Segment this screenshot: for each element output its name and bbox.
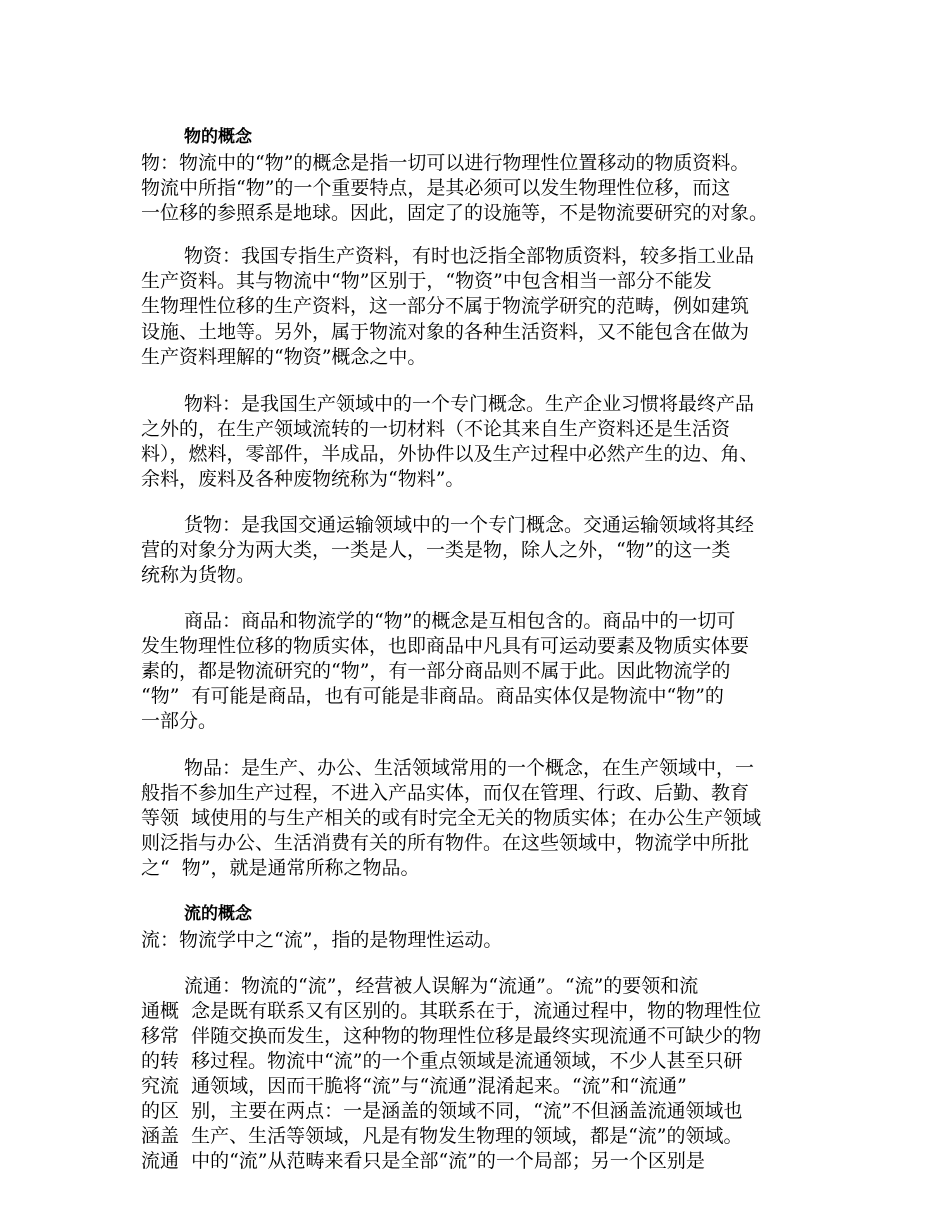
paragraph-line: 发生物理性位移的物质实体，也即商品中凡具有可运动要素及物质实体要 — [141, 635, 750, 657]
paragraph-line: 流通：物流的“流”，经营被人误解为“流通”。“流”的要领和流 — [184, 975, 699, 997]
section-heading-wu: 物的概念 — [184, 127, 252, 147]
paragraph-line: 物料：是我国生产领域中的一个专门概念。生产企业习惯将最终产品 — [184, 393, 755, 415]
paragraph-line: 余料，废料及各种废物统称为“物料”。 — [141, 468, 465, 490]
paragraph-line: 商品：商品和物流学的“物”的概念是互相包含的。商品中的一切可 — [184, 610, 736, 632]
paragraph-line: 一位移的参照系是地球。因此，固定了的设施等，不是物流要研究的对象。 — [141, 202, 769, 224]
paragraph-line: 究流 通领域，因而干脆将“流”与“流通”混淆起来。“流”和“流通” — [141, 1075, 687, 1097]
paragraph-line: 物：物流中的“物”的概念是指一切可以进行物理性位置移动的物质资料。 — [141, 152, 750, 174]
paragraph-line: 生物理性位移的生产资料，这一部分不属于物流学研究的范畴，例如建筑 — [141, 295, 750, 317]
paragraph-line: 流：物流学中之“流”，指的是物理性运动。 — [141, 929, 503, 951]
paragraph-line: 流通 中的“流”从范畴来看只是全部“流”的一个局部；另一个区别是 — [141, 1150, 705, 1172]
paragraph-line: 的转 移过程。物流中“流”的一个重点领域是流通领域，不少人甚至只研 — [141, 1050, 743, 1072]
paragraph-line: 生产资料。其与物流中“物”区别于，“物资”中包含相当一部分不能发 — [141, 270, 712, 292]
paragraph-line: 涵盖 生产、生活等领域，凡是有物发生物理的领域，都是“流”的领域。 — [141, 1125, 743, 1147]
paragraph-line: 物资：我国专指生产资料，有时也泛指全部物质资料，较多指工业品 — [184, 245, 755, 267]
paragraph-line: 一部分。 — [141, 710, 218, 732]
paragraph-line: 设施、土地等。另外，属于物流对象的各种生活资料，又不能包含在做为 — [141, 321, 750, 343]
paragraph-line: 通概 念是既有联系又有区别的。其联系在于，流通过程中，物的物理性位 — [141, 1000, 762, 1022]
paragraph-line: 素的，都是物流研究的“物”，有一部分商品则不属于此。因此物流学的 — [141, 660, 731, 682]
paragraph-line: 的区 别，主要在两点：一是涵盖的领域不同，“流”不但涵盖流通领域也 — [141, 1100, 743, 1122]
paragraph-line: 则泛指与办公、生活消费有关的所有物件。在这些领域中，物流学中所批 — [141, 832, 750, 854]
paragraph-line: 营的对象分为两大类，一类是人，一类是物，除人之外，“物”的这一类 — [141, 539, 731, 561]
section-heading-liu: 流的概念 — [184, 904, 252, 924]
paragraph-line: 之外的，在生产领域流转的一切材料（不论其来自生产资料还是生活资 — [141, 418, 731, 440]
paragraph-line: “物” 有可能是商品，也有可能是非商品。商品实体仅是物流中“物”的 — [141, 685, 724, 707]
paragraph-line: 之“ 物”，就是通常所称之物品。 — [141, 857, 420, 879]
paragraph-line: 生产资料理解的“物资”概念之中。 — [141, 346, 427, 368]
paragraph-line: 统称为货物。 — [141, 564, 256, 586]
paragraph-line: 般指不参加生产过程，不进入产品实体，而仅在管理、行政、后勤、教育 — [141, 782, 750, 804]
paragraph-line: 物流中所指“物”的一个重要特点，是其必须可以发生物理性位移，而这 — [141, 177, 731, 199]
paragraph-line: 等领 域使用的与生产相关的或有时完全无关的物质实体；在办公生产领域 — [141, 807, 762, 829]
paragraph-line: 移常 伴随交换而发生，这种物的物理性位移是最终实现流通不可缺少的物 — [141, 1025, 762, 1047]
paragraph-line: 料），燃料，零部件，半成品，外协件以及生产过程中必然产生的边、角、 — [141, 443, 759, 465]
paragraph-line: 物品：是生产、办公、生活领域常用的一个概念，在生产领域中，一 — [184, 757, 755, 779]
paragraph-line: 货物：是我国交通运输领域中的一个专门概念。交通运输领域将其经 — [184, 514, 755, 536]
